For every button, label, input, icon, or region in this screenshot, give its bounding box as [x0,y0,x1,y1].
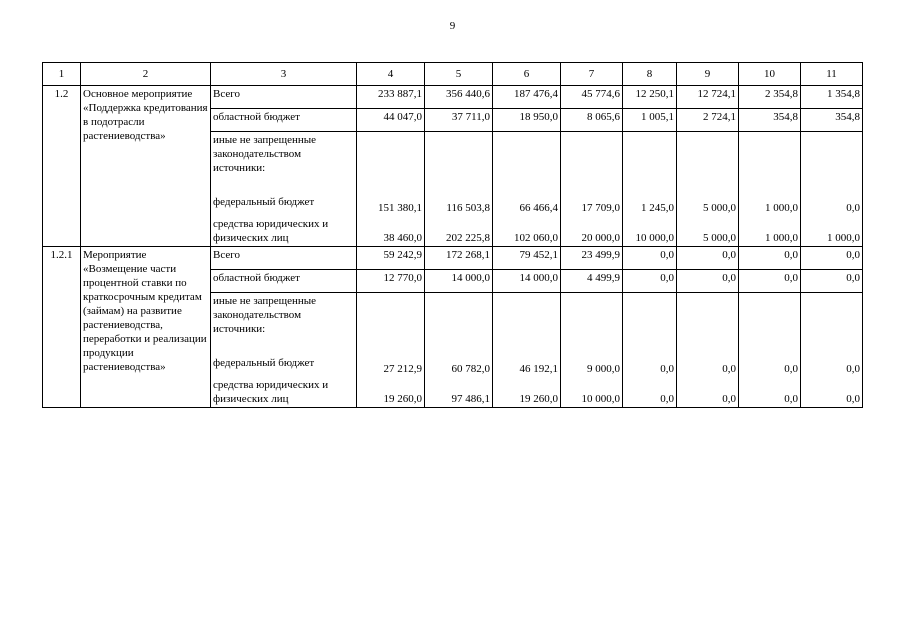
item-code: 1.2 [43,86,81,247]
column-header: 7 [561,63,623,86]
value-cell: 12 250,1 [623,86,677,109]
value-cell [493,132,561,195]
funding-source-label: федеральный бюджет [211,355,357,377]
value-cell: 5 000,0 [677,194,739,216]
column-header: 9 [677,63,739,86]
row-total [43,247,863,270]
column-header: 5 [425,63,493,86]
column-header: 11 [801,63,863,86]
value-cell: 1 000,0 [739,216,801,247]
value-cell [623,132,677,195]
value-cell [357,293,425,356]
funding-source-label: Всего [211,86,357,109]
item-name: Основное мероприятие «Поддержка кредитования в подотрасли растениеводства» [81,86,211,247]
value-cell: 97 486,1 [425,377,493,408]
value-cell: 0,0 [623,270,677,293]
header-row [43,63,863,86]
value-cell: 2 724,1 [677,109,739,132]
value-cell [561,293,623,356]
value-cell: 354,8 [801,109,863,132]
value-cell: 4 499,9 [561,270,623,293]
value-cell: 1 000,0 [801,216,863,247]
value-cell: 18 950,0 [493,109,561,132]
value-cell: 151 380,1 [357,194,425,216]
value-cell [677,132,739,195]
value-cell [561,132,623,195]
column-header: 3 [211,63,357,86]
value-cell: 187 476,4 [493,86,561,109]
column-header: 8 [623,63,677,86]
value-cell: 19 260,0 [357,377,425,408]
funding-source-label: средства юридических и физических лиц [211,377,357,408]
column-header: 10 [739,63,801,86]
value-cell: 19 260,0 [493,377,561,408]
funding-source-label: иные не запрещенные законодательством источники: [211,132,357,195]
value-cell: 9 000,0 [561,355,623,377]
value-cell: 0,0 [739,247,801,270]
value-cell: 1 005,1 [623,109,677,132]
value-cell: 14 000,0 [493,270,561,293]
value-cell: 102 060,0 [493,216,561,247]
value-cell [425,293,493,356]
value-cell [739,293,801,356]
value-cell: 0,0 [623,247,677,270]
value-cell: 202 225,8 [425,216,493,247]
value-cell: 0,0 [677,377,739,408]
value-cell: 0,0 [623,377,677,408]
item-name: Мероприятие «Возмещение части процентной ставки по краткосрочным кредитам (займам) на развитие растениеводства, переработки и реализации продукции растениеводства» [81,247,211,408]
value-cell: 10 000,0 [623,216,677,247]
value-cell: 14 000,0 [425,270,493,293]
value-cell [493,293,561,356]
value-cell: 0,0 [739,270,801,293]
value-cell: 66 466,4 [493,194,561,216]
value-cell: 44 047,0 [357,109,425,132]
table-body [43,86,863,408]
value-cell: 116 503,8 [425,194,493,216]
budget-table [42,62,863,408]
column-header: 4 [357,63,425,86]
value-cell: 8 065,6 [561,109,623,132]
column-header: 6 [493,63,561,86]
value-cell: 0,0 [801,270,863,293]
column-header: 2 [81,63,211,86]
value-cell: 0,0 [677,355,739,377]
value-cell: 0,0 [739,355,801,377]
funding-source-label: областной бюджет [211,109,357,132]
value-cell [623,293,677,356]
value-cell: 172 268,1 [425,247,493,270]
value-cell: 5 000,0 [677,216,739,247]
value-cell: 17 709,0 [561,194,623,216]
value-cell: 1 000,0 [739,194,801,216]
value-cell [801,132,863,195]
value-cell: 0,0 [801,247,863,270]
value-cell: 2 354,8 [739,86,801,109]
value-cell: 354,8 [739,109,801,132]
value-cell: 1 245,0 [623,194,677,216]
value-cell [425,132,493,195]
value-cell: 12 770,0 [357,270,425,293]
value-cell: 233 887,1 [357,86,425,109]
value-cell: 27 212,9 [357,355,425,377]
value-cell: 38 460,0 [357,216,425,247]
value-cell: 37 711,0 [425,109,493,132]
funding-source-label: иные не запрещенные законодательством источники: [211,293,357,356]
value-cell [739,132,801,195]
row-total [43,86,863,109]
value-cell: 23 499,9 [561,247,623,270]
funding-source-label: средства юридических и физических лиц [211,216,357,247]
value-cell: 60 782,0 [425,355,493,377]
funding-source-label: областной бюджет [211,270,357,293]
value-cell: 0,0 [623,355,677,377]
value-cell: 0,0 [801,355,863,377]
value-cell: 12 724,1 [677,86,739,109]
value-cell: 59 242,9 [357,247,425,270]
value-cell [357,132,425,195]
item-code: 1.2.1 [43,247,81,408]
funding-source-label: Всего [211,247,357,270]
value-cell: 0,0 [801,377,863,408]
value-cell: 10 000,0 [561,377,623,408]
value-cell: 1 354,8 [801,86,863,109]
value-cell: 79 452,1 [493,247,561,270]
column-header: 1 [43,63,81,86]
value-cell [801,293,863,356]
funding-source-label: федеральный бюджет [211,194,357,216]
value-cell: 0,0 [677,270,739,293]
value-cell [677,293,739,356]
value-cell: 45 774,6 [561,86,623,109]
page-number: 9 [449,20,456,32]
value-cell: 46 192,1 [493,355,561,377]
value-cell: 20 000,0 [561,216,623,247]
value-cell: 356 440,6 [425,86,493,109]
value-cell: 0,0 [801,194,863,216]
value-cell: 0,0 [739,377,801,408]
value-cell: 0,0 [677,247,739,270]
